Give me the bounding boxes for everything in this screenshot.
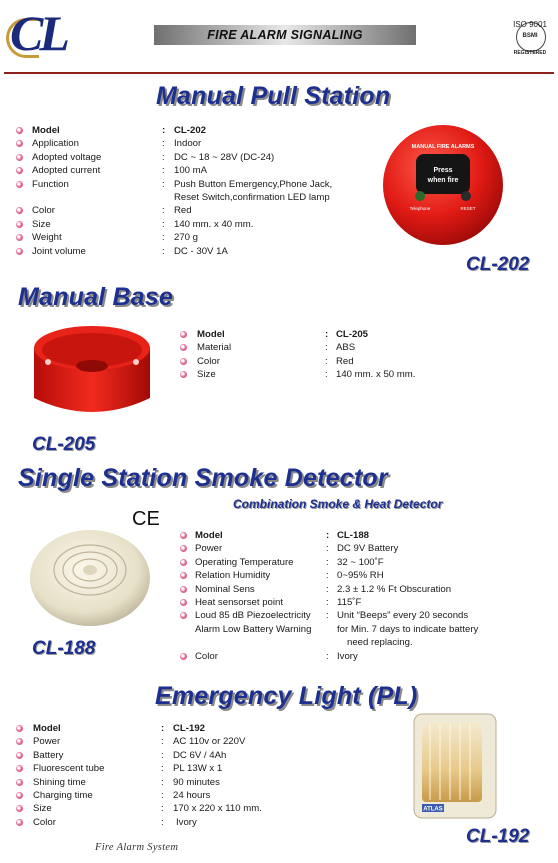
spec-colon: :	[162, 232, 165, 244]
spec-value-multiline	[174, 178, 332, 205]
company-logo	[6, 5, 86, 61]
pull-station-image	[380, 122, 506, 248]
spec-row	[16, 816, 376, 829]
spec-row	[180, 650, 520, 663]
pull-station-label: MANUAL FIRE ALARMS	[411, 144, 475, 150]
bullet-icon	[180, 331, 187, 338]
spec-row	[16, 245, 376, 258]
spec-value: Ivory	[176, 816, 197, 828]
reset-label: RESET	[460, 206, 476, 211]
phone-jack-icon	[415, 191, 425, 201]
spec-value: Push Button Emergency,Phone Jack,	[174, 178, 333, 190]
telephone-label: Telephone	[409, 206, 431, 211]
footer-text: Fire Alarm System	[95, 842, 179, 853]
spec-value: CL-205	[336, 329, 368, 340]
spec-label: Adopted current	[32, 165, 101, 177]
spec-colon: :	[161, 776, 164, 788]
bullet-icon	[180, 358, 187, 365]
spec-row	[16, 231, 376, 244]
bullet-icon	[180, 344, 187, 351]
bullet-icon	[180, 532, 187, 539]
spec-value-multiline	[337, 609, 478, 649]
iso-text: ISO 9001	[513, 20, 547, 29]
spec-label: Shining time	[33, 776, 86, 788]
spec-value: DC 6V / 4Ah	[173, 749, 227, 761]
spec-colon: :	[162, 125, 166, 136]
spec-label: Relation Humidity	[195, 570, 271, 582]
spec-colon: :	[326, 596, 329, 608]
spec-colon: :	[326, 570, 329, 582]
registered-text: REGISTERED	[513, 50, 547, 56]
light-lens	[422, 722, 482, 802]
spec-row	[16, 164, 376, 177]
base-center-hole	[76, 360, 108, 372]
spec-value: DC ~ 18 ~ 28V (DC-24)	[174, 151, 275, 163]
spec-colon: :	[326, 556, 329, 568]
spec-label: Weight	[32, 232, 62, 244]
spec-value: Unit “Beeps” every 20 seconds	[337, 610, 469, 622]
spec-label: Model	[197, 329, 225, 340]
spec-label: Size	[32, 218, 51, 230]
spec-value: Ivory	[337, 650, 358, 662]
spec-colon: :	[161, 749, 164, 761]
bullet-icon	[180, 653, 187, 660]
push-label-line1: Press	[433, 167, 453, 174]
spec-colon: :	[161, 789, 164, 801]
spec-label: Size	[197, 369, 216, 381]
spec-colon: :	[325, 342, 328, 354]
header-banner-text: FIRE ALARM SIGNALING	[207, 28, 363, 42]
spec-value: Indoor	[174, 138, 202, 150]
bullet-icon	[16, 805, 23, 812]
spec-label: Nominal Sens	[195, 583, 255, 595]
spec-label: Color	[33, 816, 56, 828]
spec-value: DC - 30V 1A	[174, 245, 228, 257]
bullet-icon	[16, 234, 23, 241]
pull-station-title: Manual Pull Station	[156, 82, 391, 110]
manual-base-title: Manual Base	[18, 283, 174, 311]
pull-station-specs	[16, 124, 376, 258]
header-banner	[154, 25, 416, 45]
spec-row	[16, 151, 376, 164]
light-brand-text: ATLAS	[423, 806, 443, 813]
spec-value: 115˚F	[337, 596, 362, 608]
spec-value: CL-202	[174, 125, 206, 136]
spec-label: Charging time	[33, 789, 93, 801]
spec-label: Operating Temperature	[195, 556, 294, 568]
spec-row	[180, 529, 520, 542]
push-label-line2: when fire	[427, 177, 459, 184]
bullet-icon	[16, 725, 23, 732]
spec-colon: :	[161, 816, 164, 828]
emergency-light-title: Emergency Light (PL)	[155, 682, 418, 710]
emergency-light-image	[410, 712, 500, 820]
spec-label: Fluorescent tube	[33, 763, 105, 775]
logo-text: CL	[10, 5, 66, 61]
spec-colon: :	[161, 803, 164, 815]
spec-row	[16, 776, 376, 789]
bullet-icon	[16, 792, 23, 799]
spec-value-cont: need replacing.	[347, 637, 413, 649]
spec-row	[180, 328, 480, 341]
spec-label: Adopted voltage	[32, 151, 102, 163]
push-button	[416, 154, 470, 194]
spec-row	[180, 569, 520, 582]
pull-station-code: CL-202	[466, 254, 530, 275]
spec-colon: :	[162, 245, 165, 257]
spec-row	[16, 802, 376, 815]
bullet-icon	[16, 779, 23, 786]
spec-label: Application	[32, 138, 79, 150]
smoke-detector-subtitle: Combination Smoke & Heat Detector	[233, 497, 443, 511]
spec-value: 140 mm. x 40 mm.	[174, 218, 254, 230]
spec-colon: :	[326, 543, 329, 555]
bullet-icon	[16, 752, 23, 759]
screw-hole-icon	[45, 359, 51, 365]
reset-switch-icon	[461, 191, 471, 201]
spec-label: Loud 85 dB Piezoelectricity	[195, 610, 311, 622]
spec-row	[16, 735, 376, 748]
emergency-light-code: CL-192	[466, 826, 530, 847]
spec-value: 270 g	[174, 232, 199, 244]
bullet-icon	[180, 559, 187, 566]
spec-value: ABS	[336, 342, 356, 354]
spec-label: Battery	[33, 749, 64, 761]
spec-label: Model	[33, 723, 61, 734]
spec-label: Size	[33, 803, 52, 815]
spec-row	[16, 137, 376, 150]
spec-label: Heat sensorset point	[195, 596, 283, 608]
spec-value: DC 9V Battery	[337, 543, 399, 555]
spec-colon: :	[326, 530, 330, 541]
spec-colon: :	[326, 650, 329, 662]
spec-colon: :	[326, 610, 329, 622]
spec-row	[16, 722, 376, 735]
manual-base-specs	[180, 328, 480, 382]
bullet-icon	[180, 572, 187, 579]
spec-row	[16, 789, 376, 802]
spec-colon: :	[325, 329, 329, 340]
spec-value: 90 minutes	[173, 776, 220, 788]
spec-value: 32 ~ 100˚F	[337, 556, 384, 568]
spec-label: Power	[195, 543, 223, 555]
spec-value: 170 x 220 x 110 mm.	[173, 803, 262, 815]
spec-row	[180, 556, 520, 569]
spec-row	[180, 609, 520, 649]
spec-row	[180, 341, 480, 354]
bullet-icon	[180, 371, 187, 378]
spec-label-cont: Alarm Low Battery Warning	[195, 623, 312, 635]
spec-value: CL-192	[173, 723, 205, 734]
spec-colon: :	[162, 151, 165, 163]
spec-value-cont: for Min. 7 days to indicate battery	[337, 623, 479, 635]
spec-label: Color	[32, 205, 55, 217]
spec-colon: :	[325, 355, 328, 367]
detector-center	[83, 565, 97, 575]
spec-row	[180, 542, 520, 555]
bullet-icon	[16, 181, 23, 188]
spec-row	[16, 749, 376, 762]
spec-label: Model	[32, 125, 60, 136]
spec-colon: :	[162, 138, 165, 150]
spec-row	[180, 596, 520, 609]
spec-row	[180, 583, 520, 596]
spec-label: Color	[197, 355, 220, 367]
spec-label: Power	[33, 736, 61, 748]
spec-row	[16, 762, 376, 775]
spec-value: 100 mA	[174, 165, 208, 177]
bullet-icon	[180, 612, 187, 619]
iso-cert-badge	[506, 14, 554, 58]
bsmi-text: BSMI	[522, 33, 538, 39]
spec-value: 140 mm. x 50 mm.	[336, 369, 416, 381]
spec-value: Red	[174, 205, 192, 217]
screw-hole-icon	[133, 359, 139, 365]
spec-value: 2.3 ± 1.2 % Ft Obscuration	[337, 583, 452, 595]
bullet-icon	[16, 127, 23, 134]
emergency-light-specs	[16, 722, 376, 829]
bullet-icon	[16, 819, 23, 826]
bullet-icon	[16, 207, 23, 214]
bullet-icon	[16, 765, 23, 772]
spec-row	[180, 368, 480, 381]
spec-value: 0~95% RH	[337, 570, 384, 582]
bullet-icon	[16, 738, 23, 745]
ce-mark: CE	[132, 508, 160, 530]
spec-label: Material	[197, 342, 232, 354]
smoke-detector-image	[26, 518, 154, 630]
spec-colon: :	[161, 763, 164, 775]
spec-colon: :	[326, 583, 329, 595]
spec-colon: :	[162, 165, 165, 177]
bullet-icon	[16, 140, 23, 147]
header-divider	[4, 72, 554, 74]
spec-row	[180, 355, 480, 368]
bullet-icon	[180, 586, 187, 593]
spec-colon: :	[162, 178, 165, 190]
spec-value: CL-188	[337, 530, 369, 541]
bullet-icon	[16, 248, 23, 255]
spec-label: Function	[32, 178, 69, 190]
bullet-icon	[180, 545, 187, 552]
smoke-detector-title: Single Station Smoke Detector	[18, 464, 388, 492]
spec-row	[16, 178, 376, 205]
spec-value: AC 110v or 220V	[173, 736, 246, 748]
spec-row	[16, 218, 376, 231]
smoke-detector-code: CL-188	[32, 638, 96, 659]
spec-label: Joint volume	[32, 245, 86, 257]
spec-row	[16, 124, 376, 137]
spec-colon: :	[162, 218, 165, 230]
spec-value: 24 hours	[173, 789, 211, 801]
manual-base-code: CL-205	[32, 434, 96, 455]
spec-row	[16, 204, 376, 217]
bullet-icon	[16, 167, 23, 174]
spec-label-multiline	[195, 609, 311, 636]
spec-label: Color	[195, 650, 218, 662]
manual-base-image	[28, 322, 156, 424]
bullet-icon	[16, 154, 23, 161]
spec-colon: :	[325, 369, 328, 381]
spec-value: PL 13W x 1	[173, 763, 223, 775]
bullet-icon	[16, 221, 23, 228]
bullet-icon	[180, 599, 187, 606]
spec-value-cont: Reset Switch,confirmation LED lamp	[174, 191, 330, 203]
spec-value: Red	[336, 355, 354, 367]
spec-colon: :	[161, 736, 164, 748]
spec-label: Model	[195, 530, 223, 541]
spec-colon: :	[162, 205, 165, 217]
spec-colon: :	[161, 723, 165, 734]
smoke-detector-specs	[180, 529, 520, 663]
